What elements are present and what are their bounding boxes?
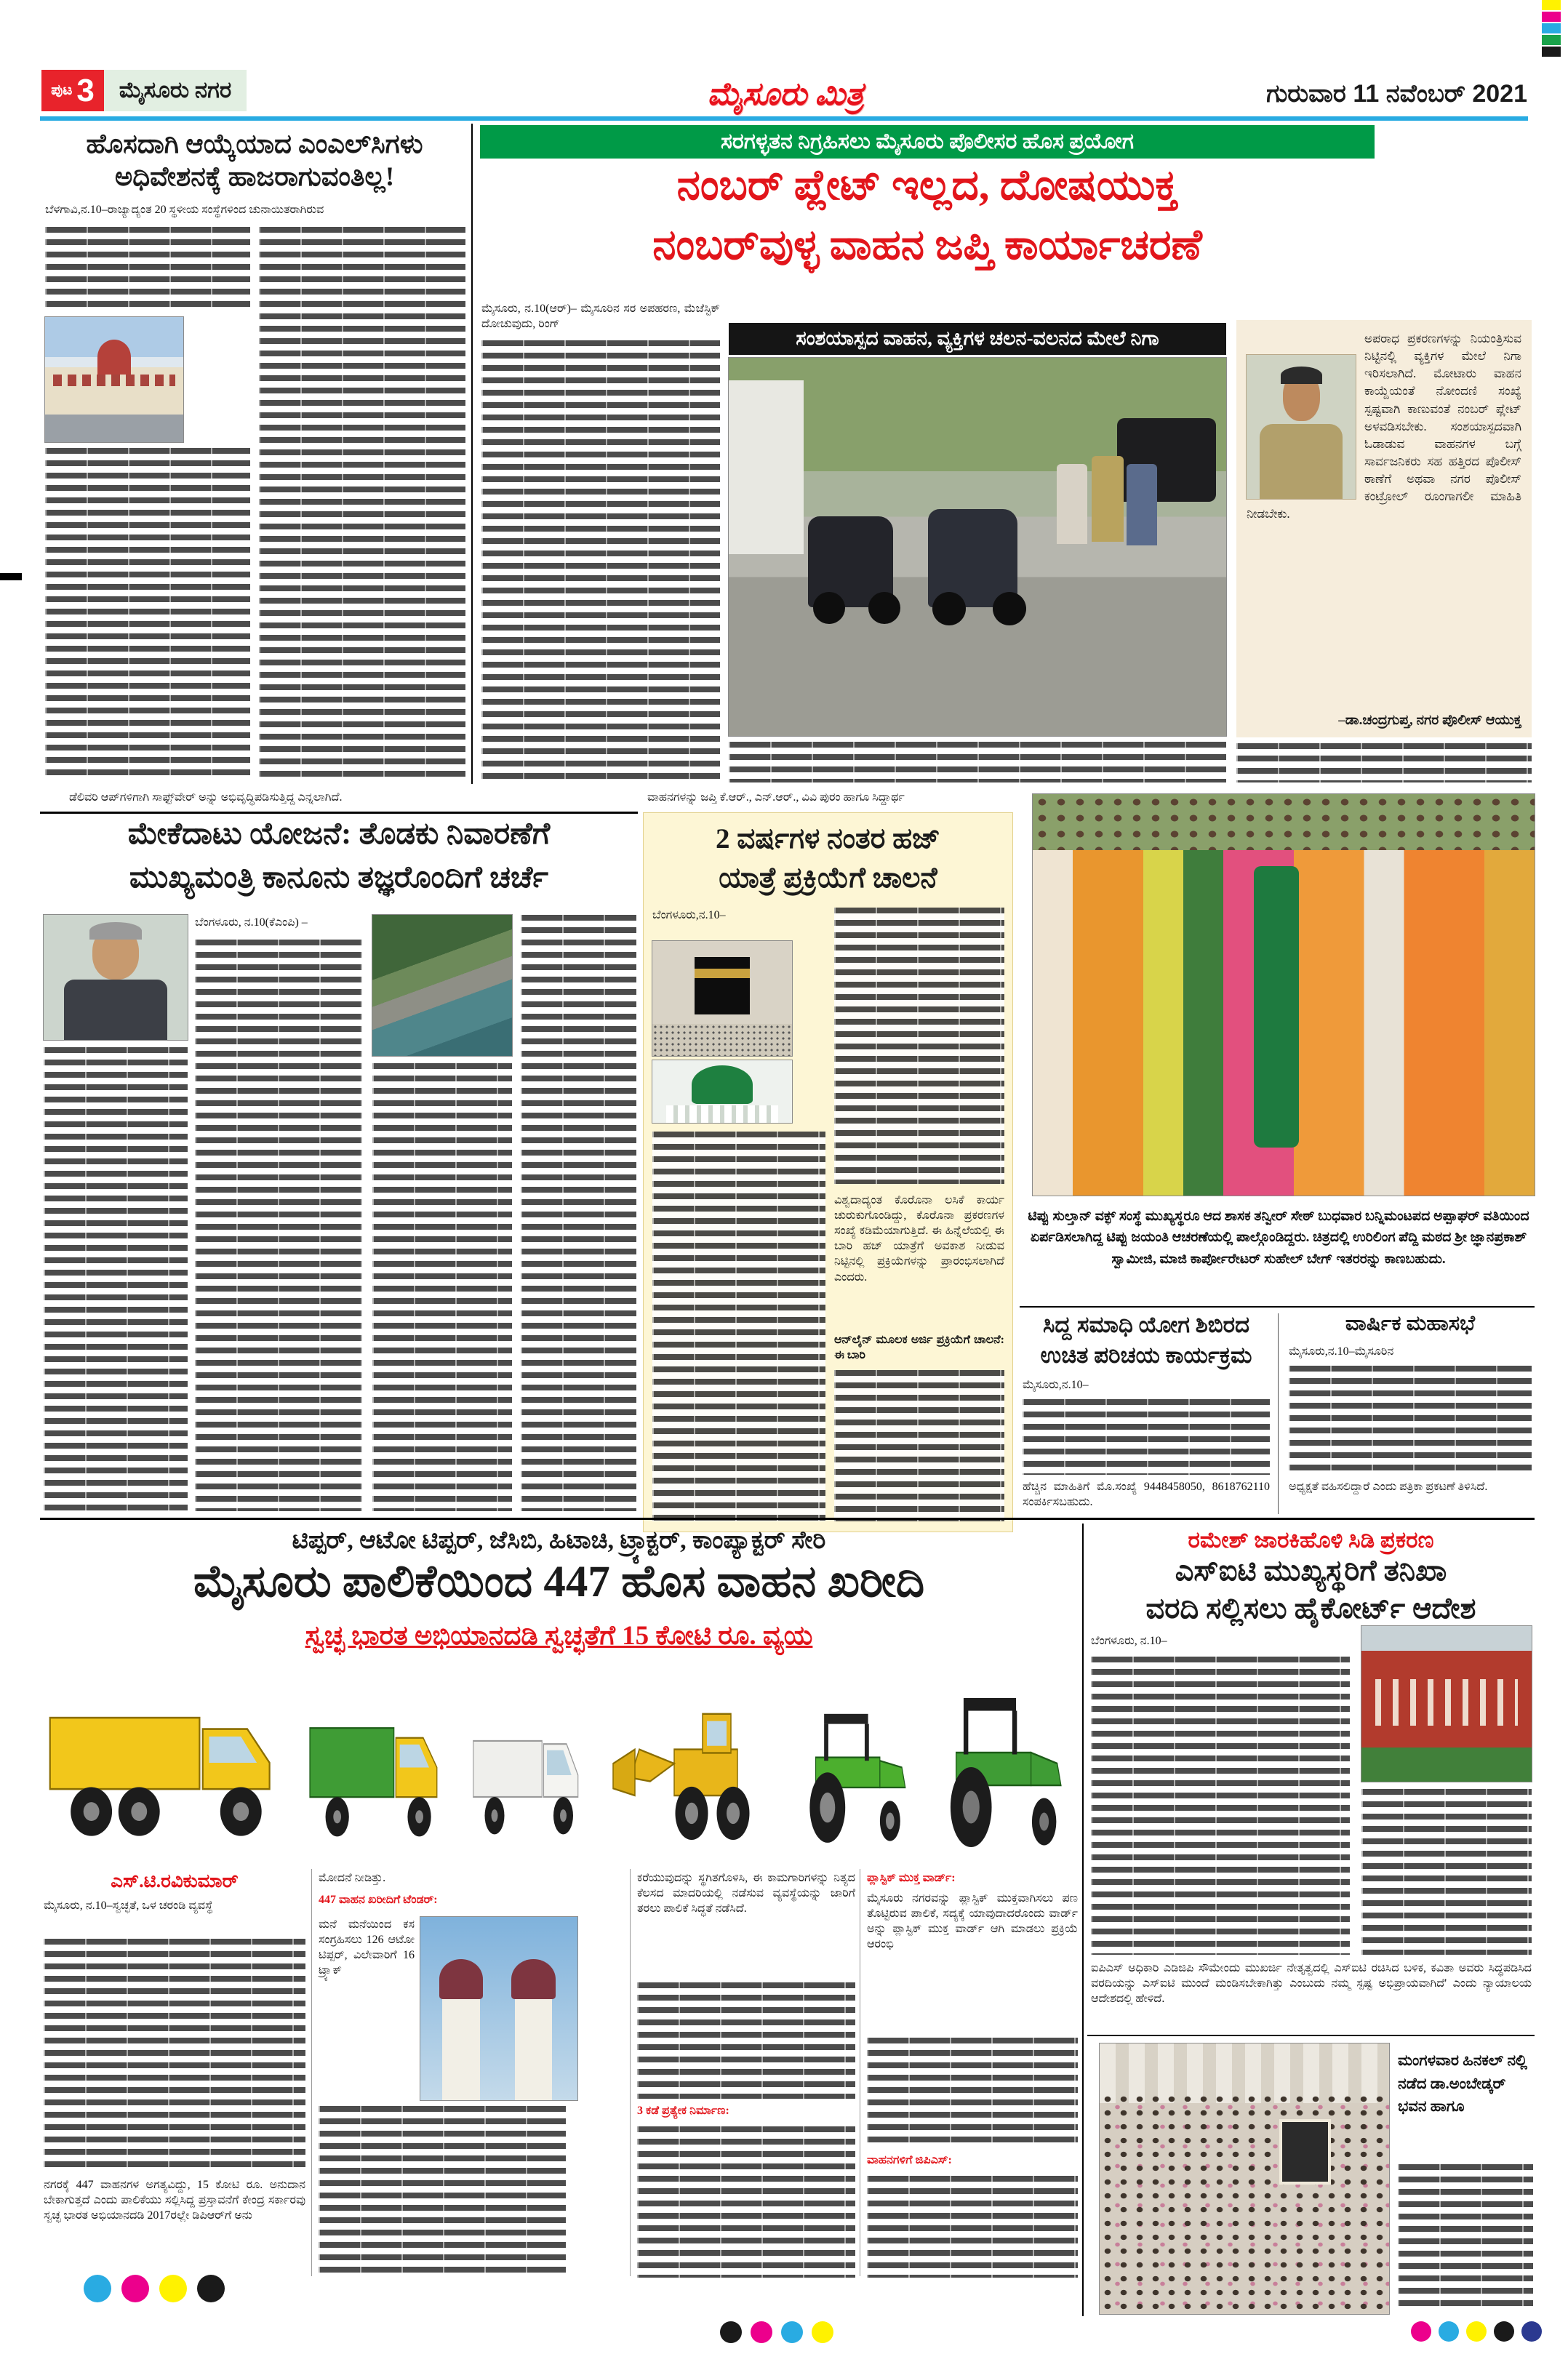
held-portrait-frame bbox=[1279, 2119, 1332, 2185]
registration-strip bbox=[1542, 0, 1564, 57]
cm-hair bbox=[89, 922, 141, 940]
yoga-headline-line1: ಸಿದ್ದ ಸಮಾಧಿ ಯೋಗ ಶಿಬಿರದ bbox=[1042, 1312, 1250, 1337]
mekedatu-col2 bbox=[195, 940, 362, 1511]
portrait-hair bbox=[1281, 367, 1322, 384]
palace-dome-1 bbox=[439, 1959, 483, 1999]
page-label: ಪುಟ bbox=[51, 82, 73, 98]
palace-dome-2 bbox=[511, 1959, 555, 1999]
cd-body-col2 bbox=[1361, 1789, 1532, 1955]
vehicles-plastic-lead: ಪ್ಲಾಸ್ಟಿಕ್ ಮುಕ್ತ ವಾರ್ಡ್: bbox=[867, 1872, 956, 1884]
page-number-tab bbox=[41, 70, 104, 111]
dot-blue-3 bbox=[1521, 2321, 1542, 2342]
person-2 bbox=[1127, 464, 1157, 545]
vehicles-col2-body bbox=[319, 2106, 566, 2278]
mahasabhe-body bbox=[1289, 1366, 1532, 1475]
vidhana-soudha-photo bbox=[45, 317, 183, 442]
mlc-body-col1a bbox=[45, 227, 250, 313]
cmyk-dots-bottom-right bbox=[1411, 2321, 1542, 2342]
dot-black-3 bbox=[1494, 2321, 1514, 2342]
registration-dash bbox=[0, 573, 22, 580]
mekedatu-col1 bbox=[44, 1047, 188, 1511]
haj-col1-body bbox=[652, 1132, 825, 1521]
divider-c1-c2 bbox=[311, 1869, 312, 2276]
rule-ambedkar-top bbox=[1087, 2035, 1535, 2036]
tipu-jayanti-photo bbox=[1033, 794, 1535, 1196]
mahasabhe-dateline: ಮೈಸೂರು,ನ.10–ಮೈಸೂರಿನ bbox=[1289, 1345, 1394, 1358]
mlc-body-col1b bbox=[45, 448, 250, 777]
main-photo-caption: ಸಂಶಯಾಸ್ಪದ ವಾಹನ, ವ್ಯಕ್ತಿಗಳ ಚಲನ-ವಲನದ ಮೇಲೆ ನಿಗಾ bbox=[796, 327, 1159, 349]
section-name: ಮೈಸೂರು ನಗರ bbox=[119, 77, 232, 103]
tractor-art-1 bbox=[787, 1687, 922, 1854]
river-photo-bg bbox=[372, 915, 512, 1056]
cm-photo bbox=[44, 915, 188, 1040]
wheel-loader-art bbox=[607, 1678, 781, 1856]
rule-mekedatu-top bbox=[40, 812, 638, 814]
haj-headline-line2: ಯಾತ್ರೆ ಪ್ರಕ್ರಿಯೆಗೆ ಚಾಲನೆ bbox=[719, 862, 937, 894]
highcourt-columns bbox=[1375, 1679, 1519, 1726]
vehicles-col4-body-b bbox=[867, 2176, 1078, 2278]
cd-body-col1 bbox=[1091, 1657, 1350, 1955]
vehicles-col4-body-a bbox=[867, 2038, 1078, 2148]
mlc-dateline: ಬೆಳಗಾವಿ,ನ.10–ರಾಜ್ಯಾದ್ಯಂತ 20 ಸ್ಥಳೀಯ ಸಂಸ್ಥೆಗಳಿಂದ ಚುನಾಯಿತರಾಗಿರುವ bbox=[45, 204, 324, 216]
rule-bottom-band bbox=[40, 1518, 1535, 1520]
dot-magenta-3 bbox=[1411, 2321, 1431, 2342]
green-dome bbox=[692, 1065, 753, 1104]
masthead-rule bbox=[40, 116, 1528, 121]
yoga-body bbox=[1023, 1399, 1270, 1475]
vehicles-subhead: ಸ್ವಚ್ಛ ಭಾರತ ಅಭಿಯಾನದಡಿ ಸ್ವಚ್ಛತೆಗೆ 15 ಕೋಟಿ ರೂ. ವ್ಯಯ bbox=[305, 1621, 813, 1651]
street-building bbox=[729, 380, 804, 554]
main-kicker: ಸರಗಳ್ಳತನ ನಿಗ್ರಹಿಸಲು ಮೈಸೂರು ಪೊಲೀಸರ ಹೊಸ ಪ್ರಯೋಗ bbox=[720, 129, 1135, 153]
green-dome-photo bbox=[652, 1060, 792, 1123]
mekedatu-river-photo bbox=[372, 915, 512, 1056]
portrait-uniform bbox=[1260, 424, 1343, 499]
main-tail-line: ವಾಹನಗಳನ್ನು ಜಪ್ತಿ ಕೆ.ಆರ್., ಎನ್.ಆರ್., ವಿವಿ ಪುರಂ ಹಾಗೂ ಸಿದ್ದಾರ್ಥ bbox=[647, 791, 905, 804]
dot-black-2 bbox=[720, 2321, 742, 2343]
kaaba-crowd bbox=[652, 1024, 792, 1056]
person-1 bbox=[1057, 464, 1087, 544]
dot-cyan bbox=[84, 2275, 111, 2302]
reg-yellow bbox=[1542, 0, 1561, 10]
reg-green bbox=[1542, 35, 1561, 45]
mekedatu-headline-line2: ಮುಖ್ಯಮಂತ್ರಿ ಕಾನೂನು ತಜ್ಞರೊಂದಿಗೆ ಚರ್ಚೆ bbox=[129, 861, 549, 894]
cd-headline-line2: ವರದಿ ಸಲ್ಲಿಸಲು ಹೈಕೋರ್ಟ್ ಆದೇಶ bbox=[1145, 1592, 1476, 1625]
cd-kicker: ರಮೇಶ್ ಜಾರಕಿಹೊಳಿ ಸಿಡಿ ಪ್ರಕರಣ bbox=[1188, 1527, 1434, 1553]
tipu-caption: ಟಿಪ್ಪು ಸುಲ್ತಾನ್ ವಕ್ಫ್ ಸಂಸ್ಥೆ ಮುಖ್ಯಸ್ಥರೂ ಆದ ಶಾಸಕ ತನ್ವೀರ್ ಸೇಠ್ ಬುಧವಾರ ಬನ್ನಿಮಂಟಪದ ಅಪ್ಪಾಘರ್ ವತಿಯಿಂದ ಏರ್ಪಡಿಸಲಾಗಿದ್ದ ಟಿಪ್ಪು ಜಯಂತಿ ಆಚರಣೆಯಲ್ಲಿ ಪಾಲ್ಗೊಂಡಿದ್ದರು. ಚಿತ್ರದಲ್ಲಿ ಉರಿಲಿಂಗ ಪೆದ್ದಿ ಮಠದ ಶ್ರೀ ಜ್ಞಾನಪ್ರಕಾಶ್ ಸ್ವಾಮೀಜಿ, ಮಾಜಿ ಕಾರ್ಪೋರೇಟರ್ ಸುಹೇಲ್ ಬೇಗ್ ಇತರರನ್ನು ಕಾಣಬಹುದು. bbox=[1028, 1209, 1529, 1267]
edition-date: ಗುರುವಾರ 11 ನವೆಂಬರ್ 2021 bbox=[1266, 80, 1527, 108]
mini-truck-art bbox=[468, 1697, 599, 1853]
cmyk-dots-bottom-left bbox=[84, 2275, 225, 2302]
dot-magenta-2 bbox=[751, 2321, 772, 2343]
vehicles-col2-snippet: ಮೋದನೆ ನೀಡಿತ್ತು. bbox=[319, 1872, 386, 1884]
cd-headline-line1: ಎಸ್‌ಐಟಿ ಮುಖ್ಯಸ್ಥರಿಗೆ ತನಿಖಾ bbox=[1175, 1554, 1447, 1587]
dot-magenta bbox=[121, 2275, 149, 2302]
palace-tower-1 bbox=[442, 1994, 480, 2100]
dot-cyan-3 bbox=[1439, 2321, 1459, 2342]
mekedatu-col4 bbox=[521, 915, 636, 1511]
yoga-dateline: ಮೈಸೂರು,ನ.10– bbox=[1023, 1379, 1089, 1391]
commissioner-quote-text: ಅಪರಾಧ ಪ್ರಕರಣಗಳನ್ನು ನಿಯಂತ್ರಿಸುವ ನಿಟ್ಟಿನಲ್ಲಿ ವ್ಯಕ್ತಿಗಳ ಮೇಲೆ ನಿಗಾ ಇರಿಸಲಾಗಿದೆ. ಮೋಟಾರು ವಾಹನ ಕಾಯ್ದೆಯಂತೆ ನೋಂದಣಿ ಸಂಖ್ಯೆ ಸ್ಪಷ್ಟವಾಗಿ ಕಾಣುವಂತೆ ನಂಬರ್ ಪ್ಲೇಟ್ ಅಳವಡಿಸಬೇಕು. ಸಂಶಯಾಸ್ಪದವಾಗಿ ಓಡಾಡುವ ವಾಹನಗಳ ಬಗ್ಗೆ ಸಾರ್ವಜನಿಕರು ಸಹ ಹತ್ತಿರದ ಪೊಲೀಸ್ ಠಾಣೆಗೆ ಅಥವಾ ನಗರ ಪೊಲೀಸ್ ಕಂಟ್ರೋಲ್ ರೂಂಗಾಗಲೀ ಮಾಹಿತಿ ನೀಡಬೇಕು. bbox=[1247, 332, 1521, 521]
vehicles-construct-lead: 3 ಕಡೆ ಪ್ರತ್ಯೇಕ ನಿರ್ಮಾಣ: bbox=[637, 2105, 729, 2117]
festival-green-staff bbox=[1254, 866, 1299, 1147]
dome-facade bbox=[666, 1105, 778, 1123]
haj-col2-body-top bbox=[834, 908, 1004, 1184]
vehicles-col3-body-b bbox=[637, 2126, 855, 2278]
vehicles-col3-snippet: ಕರೆಯುವುದನ್ನು ಸ್ಥಗಿತಗೊಳಿಸಿ, ಈ ಕಾಮಗಾರಿಗಳನ್ನು ನಿತ್ಯದ ಕೆಲಸದ ಮಾದರಿಯಲ್ಲಿ ನಡೆಸುವ ವ್ಯವಸ್ಥೆಯನ್ನು ಜಾರಿಗೆ ತರಲು ಪಾಲಿಕೆ ಸಿದ್ಧತೆ ನಡೆಸಿದೆ. bbox=[637, 1872, 855, 1915]
vehicles-col3-body-a bbox=[637, 1982, 855, 2099]
divider-c2-c3 bbox=[630, 1869, 631, 2276]
mini-truck-photo bbox=[468, 1697, 599, 1853]
main-photo-caption-bar bbox=[729, 323, 1226, 355]
reg-cyan bbox=[1542, 23, 1561, 33]
main-headline-line1: ನಂಬರ್ ಪ್ಲೇಟ್ ಇಲ್ಲದ, ದೋಷಯುಕ್ತ bbox=[676, 161, 1178, 209]
tipper-truck-photo bbox=[44, 1669, 298, 1857]
tractor-photo-1 bbox=[787, 1687, 922, 1854]
crowd-heads bbox=[1100, 2092, 1389, 2314]
vehicles-byline: ಎಸ್.ಟಿ.ರವಿಕುಮಾರ್ bbox=[111, 1870, 239, 1891]
main-body-under-photo bbox=[729, 742, 1226, 782]
tipper-truck-art bbox=[44, 1669, 298, 1857]
tractor-photo-2 bbox=[928, 1673, 1078, 1854]
reg-magenta bbox=[1542, 12, 1561, 22]
mekedatu-dateline: ಬೆಂಗಳೂರು, ನ.10(ಕೆಎಂಪಿ) – bbox=[195, 916, 308, 929]
main-body-right-tail bbox=[1236, 743, 1532, 782]
main-headline-line2: ನಂಬರ್‌ವುಳ್ಳ ವಾಹನ ಜಪ್ತಿ ಕಾರ್ಯಾಚರಣೆ bbox=[652, 221, 1202, 268]
dot-yellow bbox=[159, 2275, 187, 2302]
haj-lead-in: ಆನ್‌ಲೈನ್ ಮೂಲಕ ಅರ್ಜಿ ಪ್ರಕ್ರಿಯೆಗೆ ಚಾಲನೆ: ಈ ಬಾರಿ bbox=[834, 1334, 1004, 1362]
scooter-1-wheel2 bbox=[868, 592, 900, 624]
vehicles-tender-lead: 447 ವಾಹನ ಖರೀದಿಗೆ ಟೆಂಡರ್: bbox=[319, 1894, 438, 1906]
mlc-headline: ಹೊಸದಾಗಿ ಆಯ್ಕೆಯಾದ ಎಂಎಲ್‌ಸಿಗಳು ಅಧಿವೇಶನಕ್ಕೆ ಹಾಜರಾಗುವಂತಿಲ್ಲ! bbox=[86, 129, 423, 193]
kaaba-gold-band bbox=[695, 969, 751, 978]
mekedatu-col3 bbox=[372, 1063, 512, 1511]
page-number: 3 bbox=[76, 72, 95, 108]
cmyk-dots-bottom-center bbox=[720, 2321, 833, 2343]
vehicles-gps-lead: ವಾಹನಗಳಿಗೆ ಜಿಪಿಎಸ್: bbox=[867, 2154, 952, 2166]
vehicles-col1-ending: ನಗರಕ್ಕೆ 447 ವಾಹನಗಳ ಅಗತ್ಯವಿದ್ದು, 15 ಕೋಟಿ ರೂ. ಅನುದಾನ ಬೇಕಾಗುತ್ತದೆ ಎಂದು ಪಾಲಿಕೆಯು ಸಲ್ಲಿಸಿದ್ದ ಪ್ರಸ್ತಾವನೆಗೆ ಕೇಂದ್ರ ಸರ್ಕಾರವು ಸ್ವಚ್ಛ ಭಾರತ ಅಭಿಯಾನದಡಿ 2017ರಲ್ಲೇ ಡಿಪಿಆರ್‌ಗೆ ಅನು bbox=[44, 2179, 305, 2222]
vehicles-col1-body bbox=[44, 1939, 305, 2171]
main-body-col1 bbox=[481, 340, 720, 781]
building-dome bbox=[97, 340, 131, 375]
yoga-headline-line2: ಉಚಿತ ಪರಿಚಯ ಕಾರ್ಯಕ್ರಮ bbox=[1040, 1342, 1252, 1368]
tractor-art-2 bbox=[928, 1673, 1078, 1854]
reg-black bbox=[1542, 47, 1561, 57]
quote-attribution: –ಡಾ.ಚಂದ್ರಗುಪ್ತ, ನಗರ ಪೊಲೀಸ್ ಆಯುಕ್ತ bbox=[1338, 713, 1521, 728]
commissioner-quote-box bbox=[1236, 320, 1532, 737]
commissioner-photo bbox=[1247, 355, 1356, 499]
palace-towers-photo bbox=[420, 1917, 577, 2100]
dot-cyan-2 bbox=[781, 2321, 803, 2343]
mlc-body-col2 bbox=[259, 227, 465, 777]
ambedkar-caption-more bbox=[1398, 2164, 1533, 2310]
divider-vertical-main bbox=[471, 124, 473, 784]
kaaba-cube bbox=[695, 957, 751, 1014]
building-band bbox=[53, 375, 175, 385]
auto-tipper-photo bbox=[304, 1689, 460, 1853]
cd-dateline: ಬೆಂಗಳೂರು, ನ.10– bbox=[1091, 1635, 1167, 1647]
palace-tower-2 bbox=[515, 1994, 553, 2100]
divider-yoga-mahasabhe bbox=[1278, 1313, 1279, 1514]
haj-col2-body-bottom bbox=[834, 1370, 1004, 1521]
cm-jacket bbox=[64, 980, 168, 1040]
rule-yoga-top bbox=[1020, 1306, 1535, 1308]
highcourt-photo bbox=[1361, 1626, 1532, 1782]
festival-crowd-heads bbox=[1033, 794, 1535, 850]
masthead: ಮೈಸೂರು ಮಿತ್ರ bbox=[707, 76, 864, 112]
mahasabhe-headline: ವಾರ್ಷಿಕ ಮಹಾಸಭೆ bbox=[1345, 1312, 1476, 1335]
divider-bottom-right bbox=[1082, 1524, 1084, 2316]
haj-headline-line1: 2 ವರ್ಷಗಳ ನಂತರ ಹಜ್ bbox=[716, 823, 940, 854]
vehicles-dateline: ಮೈಸೂರು, ನ.10–ಸ್ವಚ್ಛತೆ, ಒಳ ಚರಂಡಿ ವ್ಯವಸ್ಥೆ bbox=[44, 1899, 213, 1912]
street-check-photo bbox=[729, 358, 1226, 736]
mekedatu-headline-line1: ಮೇಕೆದಾಟು ಯೋಜನೆ: ತೊಡಕು ನಿವಾರಣೆಗೆ bbox=[127, 817, 551, 851]
vehicles-kicker: ಟಿಪ್ಪರ್, ಆಟೋ ಟಿಪ್ಪರ್, ಜೆಸಿಬಿ, ಹಿಟಾಚಿ, ಟ್ರ್ಯಾಕ್ಟರ್, ಕಾಂಪ್ಯಾಕ್ಟರ್ ಸೇರಿ bbox=[292, 1527, 826, 1554]
mahasabhe-ending: ಅಧ್ಯಕ್ಷತೆ ವಹಿಸಲಿದ್ದಾರೆ ಎಂದು ಪತ್ರಿಕಾ ಪ್ರಕಟಣೆ ತಿಳಿಸಿದೆ. bbox=[1289, 1481, 1488, 1493]
vehicles-headline: ಮೈಸೂರು ಪಾಲಿಕೆಯಿಂದ 447 ಹೊಸ ವಾಹನ ಖರೀದಿ bbox=[193, 1558, 925, 1606]
section-tab bbox=[104, 70, 247, 111]
mlc-tail-line: ಡೆಲಿವರಿ ಆಪ್‌ಗಳಿಗಾಗಿ ಸಾಫ್ಟ್‌ವೇರ್ ಅನ್ನು ಅಭಿವೃದ್ಧಿಪಡಿಸುತ್ತಿದ್ದ ಎನ್ನಲಾಗಿದೆ. bbox=[69, 791, 343, 804]
dot-yellow-3 bbox=[1466, 2321, 1487, 2342]
vehicles-tender-text: ಮನೆ ಮನೆಯಿಂದ ಕಸ ಸಂಗ್ರಹಿಸಲು 126 ಆಟೋ ಟಿಪ್ಪರ್, ವಿಲೇವಾರಿಗೆ 16 ಟ್ರ್ಯಾಕ್ bbox=[319, 1918, 415, 1977]
kaaba-photo bbox=[652, 941, 792, 1056]
yoga-contact: ಹೆಚ್ಚಿನ ಮಾಹಿತಿಗೆ ಮೊ.ಸಂಖ್ಯೆ 9448458050, 8618762110 ಸಂಪರ್ಕಿಸಬಹುದು. bbox=[1023, 1481, 1270, 1509]
cd-ending: ಐಪಿಎಸ್ ಅಧಿಕಾರಿ ಎಡಿಜಿಪಿ ಸೌಮೇಂದು ಮುಖರ್ಜಿ ನೇತೃತ್ವದಲ್ಲಿ ಎಸ್‌ಐಟಿ ರಚಿಸಿದ ಬಳಿಕ, ಕವಿತಾ ಅವರು ಸಿದ್ಧಪಡಿಸಿದ ವರದಿಯನ್ನು ಎಸ್‌ಐಟಿ ಮುಂದೆ ಮಂಡಿಸಬೇಕಾಗಿತ್ತು ಎಂಬುದು ನಮ್ಮ ಸ್ಪಷ್ಟ ಅಭಿಪ್ರಾಯವಾಗಿದೆ' ಎಂದು ನ್ಯಾಯಾಲಯ ಆದೇಶದಲ್ಲಿ ಹೇಳಿದೆ. bbox=[1091, 1962, 1532, 2006]
haj-dateline: ಬೆಂಗಳೂರು,ನ.10– bbox=[652, 909, 726, 921]
ambedkar-event-photo bbox=[1100, 2043, 1389, 2314]
ambedkar-caption: ಮಂಗಳವಾರ ಹಿನಕಲ್ ನಲ್ಲಿ ನಡೆದ ಡಾ.ಅಂಬೇಡ್ಕರ್ ಭವನ ಹಾಗೂ bbox=[1398, 2051, 1528, 2115]
main-kicker-bar bbox=[480, 125, 1375, 159]
haj-snippet: ವಿಶ್ವದಾದ್ಯಂತ ಕೊರೊನಾ ಲಸಿಕೆ ಕಾರ್ಯ ಚುರುಕುಗೊಂಡಿದ್ದು, ಕೊರೊನಾ ಪ್ರಕರಣಗಳ ಸಂಖ್ಯೆ ಕಡಿಮೆಯಾಗುತ್ತಿದೆ. ಈ ಹಿನ್ನೆಲೆಯಲ್ಲಿ ಈ ಬಾರಿ ಹಜ್ ಯಾತ್ರೆಗೆ ಅವಕಾಶ ನೀಡುವ ನಿಟ್ಟಿನಲ್ಲಿ ಪ್ರಕ್ರಿಯೆಗಳನ್ನು ಪ್ರಾರಂಭಿಸಲಾಗಿದೆ ಎಂದರು. bbox=[834, 1194, 1004, 1284]
dot-black bbox=[197, 2275, 225, 2302]
main-dateline: ಮೈಸೂರು, ನ.10(ಆರ್)– ಮೈಸೂರಿನ ಸರ ಅಪಹರಣ, ಮೆಜೆಸ್ಟಿಕ್ ದೋಚುವುದು, ರಿಂಗ್ bbox=[481, 303, 720, 331]
wheel-loader-photo bbox=[607, 1678, 781, 1856]
police-officer bbox=[1092, 456, 1124, 542]
auto-tipper-art bbox=[304, 1689, 460, 1853]
dot-yellow-2 bbox=[812, 2321, 833, 2343]
scooter-2-wheel2 bbox=[993, 592, 1026, 625]
vehicles-plastic-text: ಮೈಸೂರು ನಗರವನ್ನು ಪ್ಲಾಸ್ಟಿಕ್ ಮುಕ್ತವಾಗಿಸಲು ಪಣ ತೊಟ್ಟಿರುವ ಪಾಲಿಕೆ, ಸದ್ಯಕ್ಕೆ ಯಾವುದಾದರೊಂದು ವಾರ್ಡ್ ಅನ್ನು ಪ್ಲಾಸ್ಟಿಕ್ ಮುಕ್ತ ವಾರ್ಡ್ ಆಗಿ ಮಾಡಲು ಪ್ರಕ್ರಿಯೆ ಆರಂಭಿ bbox=[867, 1892, 1078, 1951]
